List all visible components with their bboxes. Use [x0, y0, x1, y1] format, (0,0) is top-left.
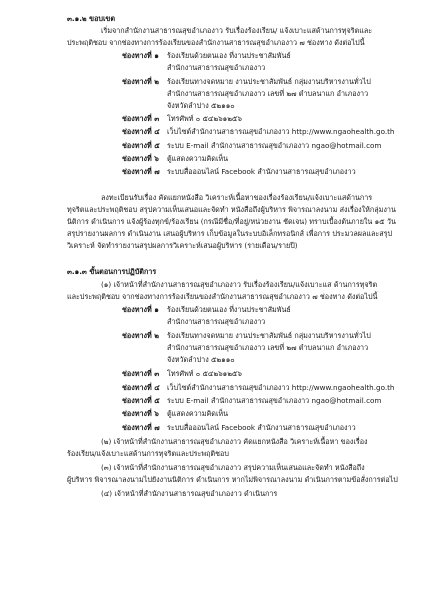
channel-text: ร้องเรียนด้วยตนเอง ที่งานประชาสัมพันธ์ [167, 305, 291, 314]
channel-text: ร้องเรียนทางจดหมาย งานประชาสัมพันธ์ กลุ่มงานบริหารงานทั่วไป [167, 331, 371, 340]
step-line: ร้องเรียน/แจ้งเบาะแสด้านการทุจริตและประพฤติชอบ [67, 449, 229, 458]
scope-paragraph-line: ทุจริตและประพฤติชอบ สรุปความเห็นเสนอและจัดทำ หนังสือถึงผู้บริหาร พิจารณาลงนาม ส่งเรื่องให้กลุ่มงาน [67, 205, 396, 214]
scope-paragraph-line: นิติการ ดำเนินการ แจ้งผู้ร้องทุกข์/ร้องเรียน (กรณีมีชื่อ/ที่อยู่/หน่วยงาน ชัดเจน) ทราบเบื้องต้นภายใน ๑๕ วัน [67, 217, 396, 226]
step-line: (๒) เจ้าหน้าที่สำนักงานสาธารณสุขอำเภองาว คัดแยกหนังสือ วิเคราะห์เนื้อหา ของเรื่อง [101, 437, 368, 446]
channel-text: ระบบสื่อออนไลน์ Facebook สำนักงานสาธารณสุขอำเภองาว [167, 167, 356, 176]
channel-text: ร้องเรียนด้วยตนเอง ที่งานประชาสัมพันธ์ [167, 51, 291, 60]
channel-label: ช่องทางที่ ๓ [122, 369, 160, 378]
channel-text: สำนักงานสาธารณสุขอำเภองาว [167, 317, 266, 326]
step-line: (๑) เจ้าหน้าที่สำนักงานสาธารณสุขอำเภองาว รับเรื่องร้องเรียน/แจ้งเบาะแส ด้านการทุจริต [101, 280, 378, 289]
channel-text: โทรศัพท์ ๐ ๕๔๒๖๑๒๕๖ [167, 369, 242, 378]
channel-text: สำนักงานสาธารณสุขอำเภองาว เลขที่ ๒๗ ตำบลนาแก อำเภองาว [167, 343, 369, 352]
scope-intro-line: เริ่มจากสำนักงานสาธารณสุขอำเภองาว รับเรื่องร้องเรียน/ แจ้งเบาะแสด้านการทุจริตและ [101, 26, 373, 35]
channel-text: ระบบ E-mail สำนักงานสาธารณสุขอำเภองาว ngao@hotmail.com [167, 141, 382, 150]
channel-label: ช่องทางที่ ๕ [122, 396, 160, 405]
channel-text: โทรศัพท์ ๐ ๕๔๒๖๑๒๕๖ [167, 114, 242, 123]
channel-text: เว็บไซต์สำนักงานสาธารณสุขอำเภองาว http://www.ngaohealth.go.th [167, 127, 395, 136]
channel-label: ช่องทางที่ ๒ [122, 331, 159, 340]
channel-label: ช่องทางที่ ๓ [122, 114, 160, 123]
channel-text: ตู้แสดงความคิดเห็น [167, 154, 229, 163]
channel-label: ช่องทางที่ ๑ [122, 51, 159, 60]
step-line: ผู้บริหาร พิจารณาลงนามไปยังงานนิติการ ดำเนินการ หากไม่พิจารณาลงนาม ดำเนินการตามข้อสั่งการต่อไป [67, 475, 398, 484]
channel-text: ระบบสื่อออนไลน์ Facebook สำนักงานสาธารณสุขอำเภองาว [167, 423, 356, 432]
step-line: และประพฤติชอบ จากช่องทางการร้องเรียนของสำนักงานสาธารณสุขอำเภองาว ๗ ช่องทาง ดังต่อไปนี้ [67, 292, 378, 301]
scope-intro-line: ประพฤติชอบ จากช่องทางการร้องเรียนของสำนักงานสาธารณสุขอำเภองาว ๗ ช่องทาง ดังต่อไปนี้ [67, 38, 365, 47]
channel-label: ช่องทางที่ ๒ [122, 77, 159, 86]
channel-text: ร้องเรียนทางจดหมาย งานประชาสัมพันธ์ กลุ่มงานบริหารงานทั่วไป [167, 77, 371, 86]
channel-label: ช่องทางที่ ๗ [122, 423, 160, 432]
scope-paragraph-line: วิเคราะห์ จัดทำรายงานสรุปผลการวิเคราะห์เสนอผู้บริหาร (รายเดือน/รายปี) [67, 241, 298, 250]
channel-text: สำนักงานสาธารณสุขอำเภองาว เลขที่ ๒๗ ตำบลนาแก อำเภองาว [167, 89, 369, 98]
channel-text: จังหวัดลำปาง ๕๒๑๑๐ [167, 101, 235, 110]
step-line: (๔) เจ้าหน้าที่สำนักงานสาธารณสุขอำเภองาว ดำเนินการ [101, 489, 278, 498]
channel-label: ช่องทางที่ ๑ [122, 305, 159, 314]
scope-paragraph-line: สรุปรายงานผลการ ดำเนินงาน เสนอผู้บริหาร เก็บข้อมูลในระบบอิเล็กทรอนิกส์ เพื่อการ ประมวลผลและสรุป [67, 229, 393, 238]
channel-text: เว็บไซต์สำนักงานสาธารณสุขอำเภองาว http://www.ngaohealth.go.th [167, 383, 395, 392]
scope-heading: ๓.๑.๒ ขอบเขต [67, 14, 116, 23]
channel-label: ช่องทางที่ ๖ [122, 409, 159, 418]
channel-text: จังหวัดลำปาง ๕๒๑๑๐ [167, 355, 235, 364]
channel-label: ช่องทางที่ ๔ [122, 127, 160, 136]
channel-text: สำนักงานสาธารณสุขอำเภองาว [167, 63, 266, 72]
channel-label: ช่องทางที่ ๗ [122, 167, 160, 176]
channel-text: ระบบ E-mail สำนักงานสาธารณสุขอำเภองาว ngao@hotmail.com [167, 396, 382, 405]
channel-label: ช่องทางที่ ๖ [122, 154, 159, 163]
channel-label: ช่องทางที่ ๔ [122, 383, 160, 392]
steps-heading: ๓.๑.๓ ขั้นตอนการปฏิบัติการ [67, 267, 157, 276]
channel-text: ตู้แสดงความคิดเห็น [167, 409, 229, 418]
channel-label: ช่องทางที่ ๕ [122, 141, 160, 150]
step-line: (๓) เจ้าหน้าที่สำนักงานสาธารณสุขอำเภองาว สรุปความเห็นเสนอและจัดทำ หนังสือถึง [101, 463, 365, 472]
scope-paragraph-line: ลงทะเบียนรับเรื่อง คัดแยกหนังสือ วิเคราะห์เนื้อหาของเรื่องร้องเรียน/แจ้งเบาะแสด้านการ [101, 193, 373, 202]
